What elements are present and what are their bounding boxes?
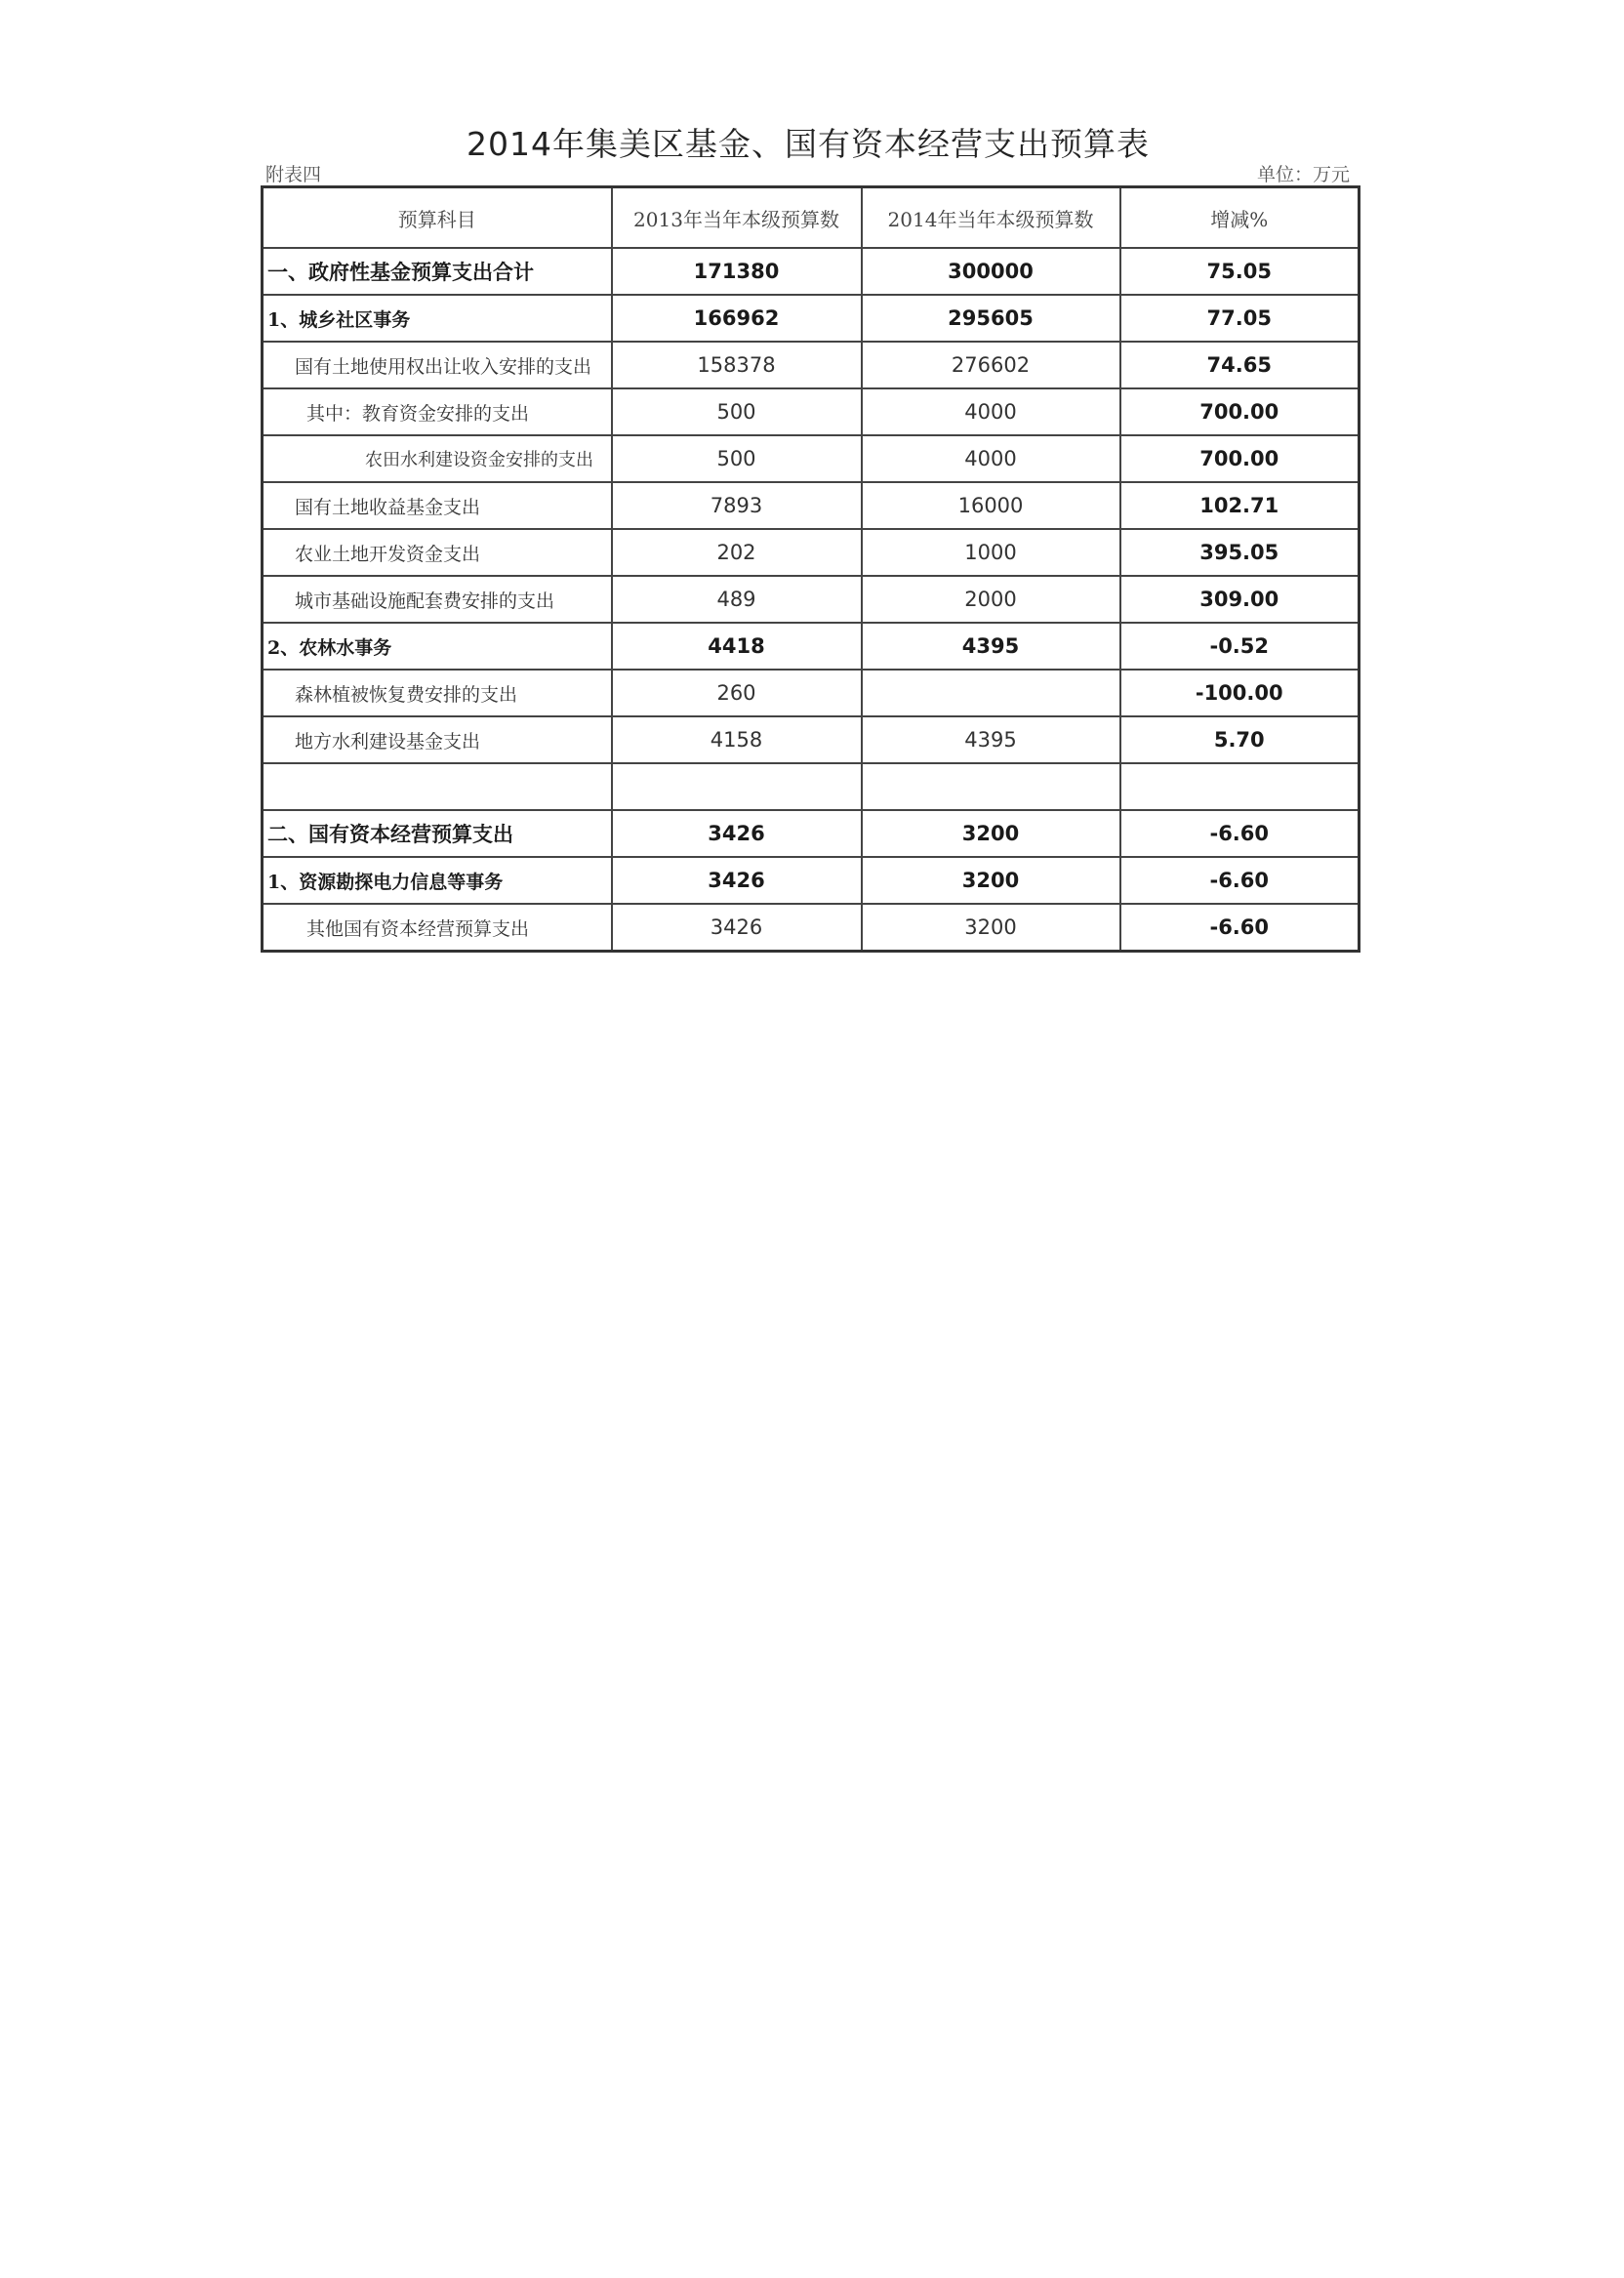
table-row: [263, 435, 1360, 482]
table-row: [263, 857, 1360, 904]
row-change-pct: -6.60: [1120, 857, 1360, 904]
row-change-pct: 5.70: [1120, 716, 1360, 763]
row-budget-2014: 300000: [862, 248, 1120, 295]
row-budget-2013: 489: [612, 576, 862, 623]
row-subject: 一、政府性基金预算支出合计: [263, 248, 612, 295]
row-budget-2013: 500: [612, 435, 862, 482]
row-budget-2014: 4000: [862, 435, 1120, 482]
row-subject: 国有土地使用权出让收入安排的支出: [263, 342, 612, 388]
row-subject: 地方水利建设基金支出: [263, 716, 612, 763]
row-budget-2013: 158378: [612, 342, 862, 388]
unit-label: 单位：万元: [1256, 164, 1350, 185]
table-row-empty: [263, 763, 1360, 810]
header-budget-2014: 2014年当年本级预算数: [862, 187, 1120, 249]
row-budget-2013: 260: [612, 670, 862, 716]
row-budget-2013: 7893: [612, 482, 862, 529]
row-change-pct: 77.05: [1120, 295, 1360, 342]
row-change-pct: -6.60: [1120, 904, 1360, 952]
row-subject: 农田水利建设资金安排的支出: [263, 435, 612, 482]
row-subject: [263, 763, 612, 810]
table-row: [263, 623, 1360, 670]
row-change-pct: 102.71: [1120, 482, 1360, 529]
row-budget-2014: 4000: [862, 388, 1120, 435]
row-subject: 1、资源勘探电力信息等事务: [263, 857, 612, 904]
row-subject: 二、国有资本经营预算支出: [263, 810, 612, 857]
row-budget-2014: 3200: [862, 904, 1120, 952]
row-budget-2013: 4158: [612, 716, 862, 763]
table-row: [263, 904, 1360, 952]
row-budget-2014: 295605: [862, 295, 1120, 342]
row-subject: 1、城乡社区事务: [263, 295, 612, 342]
table-header-row: [263, 187, 1360, 249]
table-row: [263, 576, 1360, 623]
table-row: [263, 670, 1360, 716]
row-subject: 农业土地开发资金支出: [263, 529, 612, 576]
header-budget-2013: 2013年当年本级预算数: [612, 187, 862, 249]
row-change-pct: -6.60: [1120, 810, 1360, 857]
row-budget-2013: 202: [612, 529, 862, 576]
row-change-pct: 700.00: [1120, 435, 1360, 482]
row-subject: 其中：教育资金安排的支出: [263, 388, 612, 435]
row-change-pct: [1120, 763, 1360, 810]
row-budget-2014: 3200: [862, 810, 1120, 857]
row-change-pct: -0.52: [1120, 623, 1360, 670]
table-row: [263, 482, 1360, 529]
row-budget-2013: 3426: [612, 857, 862, 904]
table-row: [263, 716, 1360, 763]
table-row: [263, 295, 1360, 342]
row-subject: 国有土地收益基金支出: [263, 482, 612, 529]
row-budget-2013: 3426: [612, 904, 862, 952]
header-subject: 预算科目: [263, 187, 612, 249]
table-row: [263, 529, 1360, 576]
row-subject: 城市基础设施配套费安排的支出: [263, 576, 612, 623]
table-row: [263, 248, 1360, 295]
table-row: [263, 388, 1360, 435]
row-subject: 其他国有资本经营预算支出: [263, 904, 612, 952]
row-budget-2013: [612, 763, 862, 810]
row-change-pct: 700.00: [1120, 388, 1360, 435]
row-budget-2014: 276602: [862, 342, 1120, 388]
row-budget-2013: 166962: [612, 295, 862, 342]
row-change-pct: 309.00: [1120, 576, 1360, 623]
row-subject: 森林植被恢复费安排的支出: [263, 670, 612, 716]
row-change-pct: -100.00: [1120, 670, 1360, 716]
row-budget-2014: 2000: [862, 576, 1120, 623]
row-budget-2014: 4395: [862, 716, 1120, 763]
table-row: [263, 342, 1360, 388]
row-budget-2014: [862, 763, 1120, 810]
row-change-pct: 74.65: [1120, 342, 1360, 388]
row-budget-2013: 3426: [612, 810, 862, 857]
row-budget-2014: 4395: [862, 623, 1120, 670]
row-budget-2013: 171380: [612, 248, 862, 295]
header-change-pct: 增减%: [1120, 187, 1360, 249]
row-budget-2014: 1000: [862, 529, 1120, 576]
row-budget-2014: [862, 670, 1120, 716]
page-title: 2014年集美区基金、国有资本经营支出预算表: [467, 125, 1150, 163]
table-row: [263, 810, 1360, 857]
row-change-pct: 395.05: [1120, 529, 1360, 576]
row-subject: 2、农林水事务: [263, 623, 612, 670]
row-change-pct: 75.05: [1120, 248, 1360, 295]
row-budget-2013: 500: [612, 388, 862, 435]
row-budget-2014: 3200: [862, 857, 1120, 904]
row-budget-2013: 4418: [612, 623, 862, 670]
attachment-label: 附表四: [265, 164, 322, 185]
budget-table: [261, 185, 1360, 953]
row-budget-2014: 16000: [862, 482, 1120, 529]
